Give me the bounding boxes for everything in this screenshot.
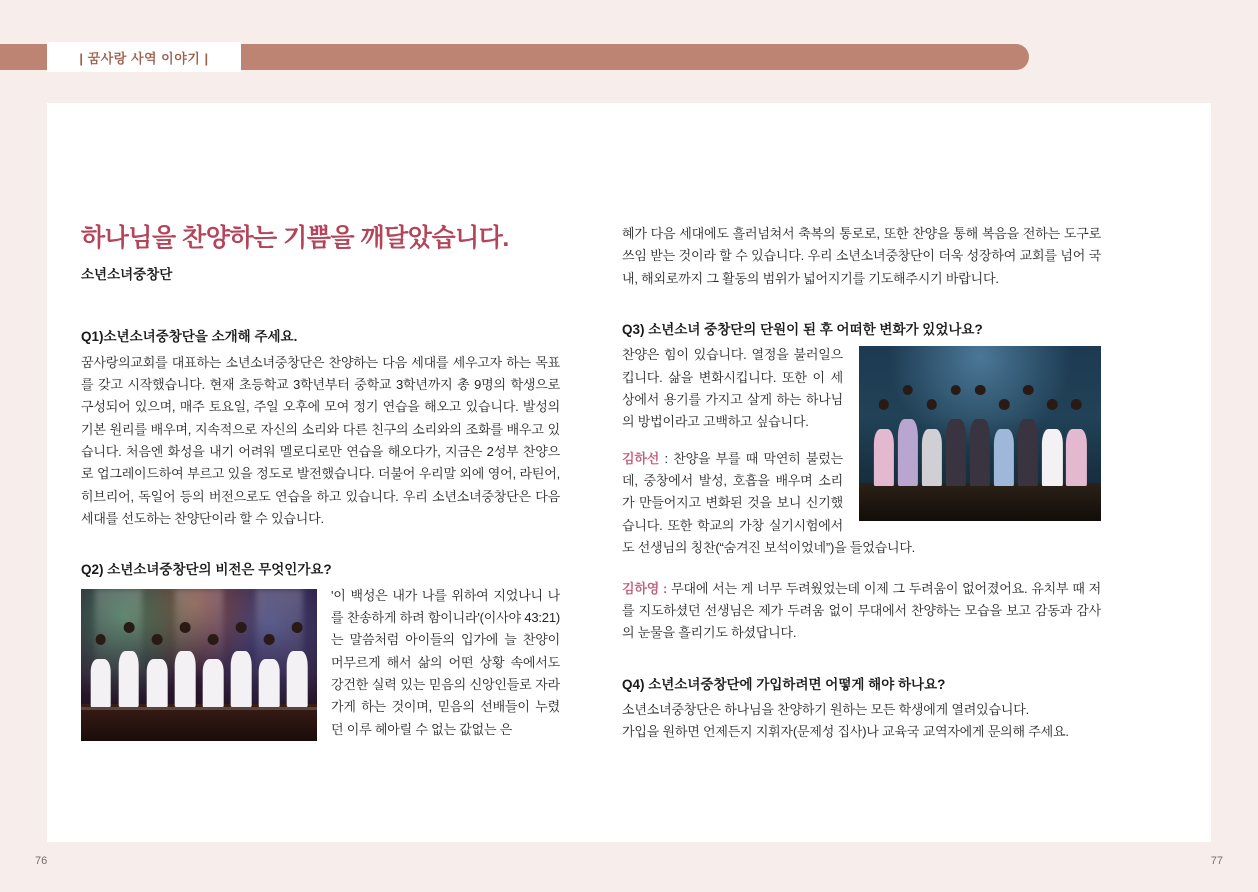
question-3-body: 찬양은 힘이 있습니다. 열정을 불러일으킵니다. 삶을 변화시킵니다. 또한 이 세상에서 용기를 가지고 살게 하는 하나님의 방법이라고 고백하고 싶습니다. (622, 347, 843, 430)
question-4-body-line-1: 소년소녀중창단은 하나님을 찬양하기 원하는 모든 학생에게 열려있습니다. (622, 701, 1029, 717)
choir-stage-photo-2 (859, 346, 1101, 521)
choir-member (287, 622, 308, 707)
choir-member (203, 634, 224, 707)
continuation-paragraph: 혜가 다음 세대에도 흘러넘쳐서 축복의 통로로, 또한 찬양을 통해 복음을 전하는 도구로 쓰임 받는 것이라 할 수 있습니다. 우리 소년소녀중창단이 더욱 성장하여 교회를 넘어 국내, 해외로까지 그 활동의 범위가 넓어지기를 기도해주시기 바랍니다. (622, 226, 1101, 286)
left-column (81, 223, 560, 744)
choir-member (231, 622, 252, 707)
page-number-left: 76 (35, 855, 48, 867)
photo-2-choir-group (874, 385, 1087, 487)
choir-member (175, 622, 196, 707)
testimony-1-speaker: 김하선 (622, 450, 660, 466)
question-1-body: 꿈사랑의교회를 대표하는 소년소녀중창단은 찬양하는 다음 세대를 세우고자 하는 목표를 갖고 시작했습니다. 현재 초등학교 3학년부터 중학교 3학년까지 총 9명의 학생으로 구성되어 있으며, 매주 토요일, 주일 오후에 모여 정기 연습을 해오고 있습니다. 발성의 기본 원리를 배우며, 지속적으로 자신의 소리와 다른 친구의 소리와의 조화를 배우고 있습니다. 처음엔 화성을 내기 어려워 멜로디로만 연습을 해오다가, 지금은 2성부 찬양으로 업그레이드하여 부르고 있을 정도로 발전했습니다. 더불어 우리말 외에 영어, 라틴어, 히브리어, 독일어 등의 버전으로도 연습을 하고 있습니다. 우리 소년소녀중창단은 다음 세대를 선도하는 찬양단이라 할 수 있습니다. (81, 354, 560, 527)
choir-member (994, 399, 1014, 486)
choir-member (1018, 385, 1038, 487)
question-2-body: '이 백성은 내가 나를 위하여 지었나니 나를 찬송하게 하려 함이니라'(이사야 43:21)는 말씀처럼 아이들의 입가에 늘 찬양이 머무르게 해서 삶의 어떤 상황 속에서도 강건한 실력 있는 믿음의 신앙인들로 자라가게 하는 것이며, 믿음의 선배들이 누렸던 이루 헤아릴 수 없는 값없는 은 (331, 587, 560, 737)
page-title: 하나님을 찬양하는 기쁨을 깨달았습니다. (81, 224, 509, 252)
photo-2-stage-floor (859, 483, 1101, 522)
choir-stage-photo-1 (81, 589, 317, 741)
testimony-1-body: : 찬양을 부를 때 막연히 불렀는데, 중창에서 발성, 호흡을 배우며 소리가 만들어지고 변화된 것을 보니 신기했습니다. 또한 학교의 가창 실기시험에서도 선생님의 칭찬(“숨겨진 보석이었네”)을 들었습니다. (622, 450, 916, 556)
choir-member (1042, 399, 1062, 486)
choir-member (90, 634, 111, 707)
header-tab (47, 42, 241, 72)
question-3-heading: Q3) 소년소녀 중창단의 단원이 된 후 어떠한 변화가 있었나요? (622, 322, 983, 338)
choir-member (946, 385, 966, 487)
testimony-2 (622, 578, 1101, 645)
question-1-heading: Q1)소년소녀중창단을 소개해 주세요. (81, 329, 298, 345)
choir-member (970, 385, 990, 487)
choir-member (898, 385, 918, 487)
question-4-heading: Q4) 소년소녀중창단에 가입하려면 어떻게 해야 하나요? (622, 676, 946, 692)
choir-member (874, 399, 894, 486)
right-column (622, 223, 1101, 744)
photo-1-stage-rail (81, 707, 317, 710)
page-number-right: 77 (1210, 855, 1223, 867)
choir-member (119, 622, 140, 707)
content-columns (81, 223, 1181, 744)
choir-member (922, 399, 942, 486)
choir-member (147, 634, 168, 707)
page-subtitle: 소년소녀중창단 (81, 267, 173, 283)
paper-sheet (47, 103, 1211, 842)
question-2-heading: Q2) 소년소녀중창단의 비전은 무엇인가요? (81, 562, 332, 578)
header-tab-label: | 꿈사랑 사역 이야기 | (79, 50, 209, 66)
photo-1-choir-group (90, 622, 307, 707)
question-4-body-line-2: 가입을 원하면 언제든지 지휘자(문제성 집사)나 교육국 교역자에게 문의해 주세요. (622, 724, 1069, 740)
testimony-2-speaker: 김하영 : (622, 580, 668, 596)
choir-member (1066, 399, 1086, 486)
testimony-2-body: 무대에 서는 게 너무 두려웠었는데 이제 그 두려움이 없어졌어요. 유치부 때 저를 지도하셨던 선생님은 제가 두려움 없이 무대에서 찬양하는 모습을 보고 감동과 감사의 눈물을 흘리기도 하셨답니다. (622, 580, 1101, 641)
choir-member (259, 634, 280, 707)
